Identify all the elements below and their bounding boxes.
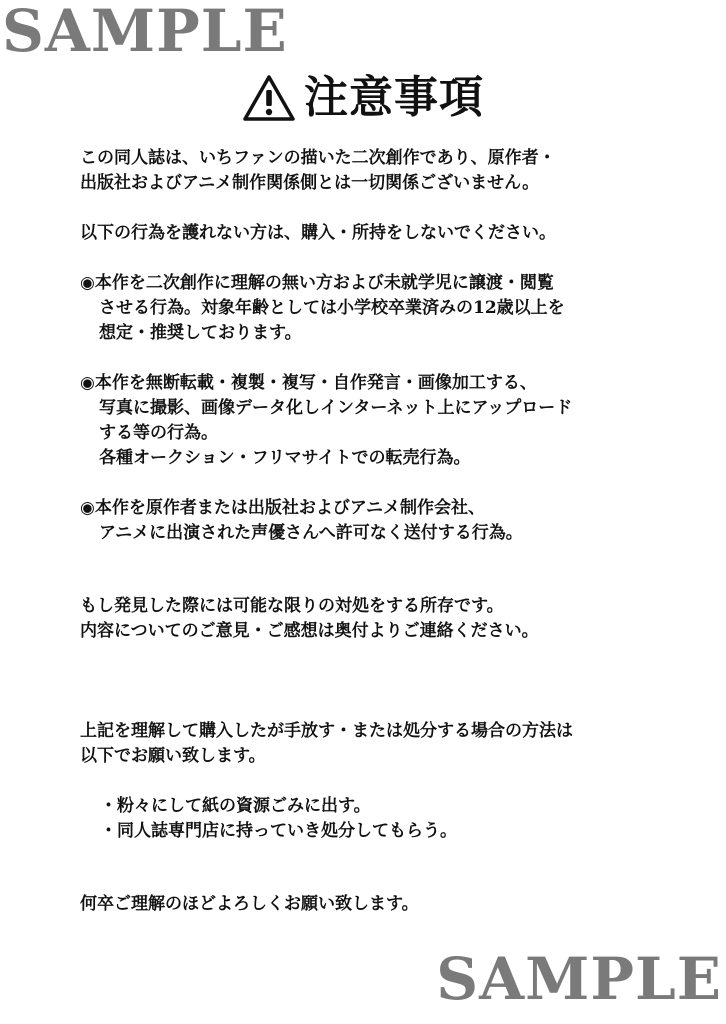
- disposal-method: ・同人誌専門店に持っていき処分してもらう。: [100, 821, 457, 841]
- rule-first-line: ◉本作を二次創作に理解の無い方および未就学児に譲渡・閲覧: [80, 273, 554, 293]
- notice-line: 内容についてのご意見・ご感想は奥付よりご連絡ください。: [80, 621, 539, 641]
- rule-line: する等の行為。: [99, 423, 218, 443]
- rule-line: させる行為。対象年齢としては小学校卒業済みの12歳以上を: [99, 298, 565, 318]
- rule-line: 想定・推奨しております。: [99, 323, 302, 343]
- sample-watermark-bottom: SAMPLE: [436, 945, 722, 1013]
- intro-line: この同人誌は、いちファンの描いた二次創作であり、原作者・: [80, 148, 556, 168]
- rule-line: 各種オークション・フリマサイトでの転売行為。: [99, 448, 471, 468]
- notice-body: [80, 146, 680, 917]
- title-text: 注意事項: [304, 72, 484, 123]
- closing-line: 何卒ご理解のほどよろしくお願い致します。: [80, 894, 419, 914]
- warning-triangle-icon: [242, 73, 296, 123]
- sample-watermark-top: SAMPLE: [2, 0, 288, 65]
- rule-first-line: ◉本作を原作者または出版社およびアニメ制作会社、: [80, 498, 485, 518]
- rule-item: [80, 496, 680, 546]
- disposal-intro-line: 上記を理解して購入したが手放す・または処分する場合の方法は: [80, 721, 573, 741]
- rule-item: [80, 371, 680, 471]
- rule-line: アニメに出演された声優さんへ許可なく送付する行為。: [99, 523, 523, 543]
- rule-line: 写真に撮影、画像データ化しインターネット上にアップロード: [99, 398, 573, 418]
- disposal-method: ・粉々にして紙の資源ごみに出す。: [100, 796, 371, 816]
- disposal-intro-line: 以下でお願い致します。: [80, 746, 266, 766]
- page-title: [0, 70, 726, 126]
- rule-item: [80, 271, 680, 346]
- intro-line: 出版社およびアニメ制作関係側とは一切関係ございません。: [80, 173, 540, 193]
- rule-first-line: ◉本作を無断転載・複製・複写・自作発言・画像加工する、: [80, 373, 537, 393]
- notice-line: もし発見した際には可能な限りの対処をする所存です。: [80, 596, 504, 616]
- lead-line: 以下の行為を護れない方は、購入・所持をしないでください。: [80, 223, 556, 243]
